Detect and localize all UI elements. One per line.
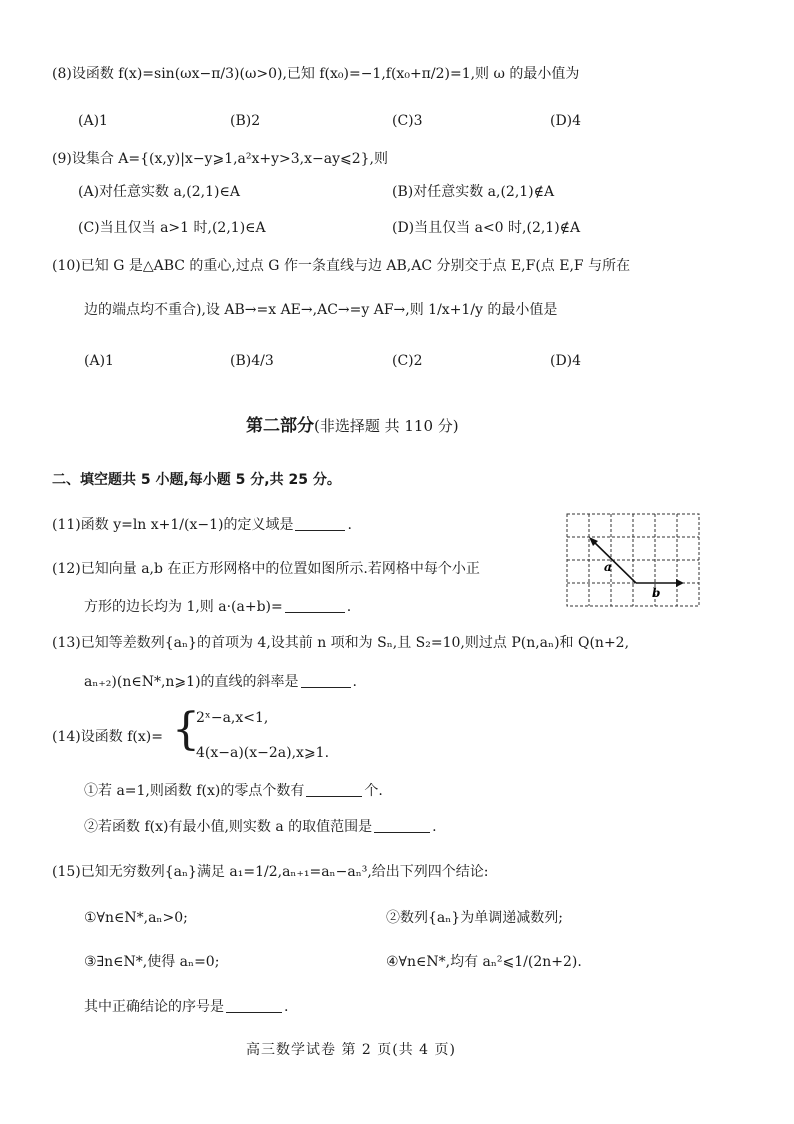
q11-end: . [347, 517, 352, 533]
page-footer: 高三数学试卷 第 2 页(共 4 页) [246, 1042, 456, 1058]
q10-option-d: (D)4 [550, 353, 582, 369]
q9-option-b: (B)对任意实数 a,(2,1)∉A [392, 184, 555, 200]
q13-end: . [352, 674, 357, 690]
q14-sub2-answer-blank[interactable] [374, 818, 430, 833]
q15-conclusion-1: ①∀n∈N*,aₙ>0; [84, 910, 188, 926]
q15-conclusion-2: ②数列{aₙ}为单调递减数列; [386, 910, 563, 926]
q12-answer-blank[interactable] [285, 598, 345, 613]
q10-stem-line2: 边的端点均不重合),设 AB→=x AE→,AC→=y AF→,则 1/x+1/y 的最小值是 [84, 302, 558, 318]
q14-sub2-text: ②若函数 f(x)有最小值,则实数 a 的取值范围是 [84, 819, 373, 835]
q9-option-a: (A)对任意实数 a,(2,1)∈A [78, 184, 240, 200]
q9-stem: (9)设集合 A={(x,y)|x−y⩾1,a²x+y>3,x−ay⩽2},则 [52, 151, 389, 167]
vector-a-label: a [604, 560, 612, 574]
q14-sub1-text: ①若 a=1,则函数 f(x)的零点个数有 [84, 783, 305, 799]
q8-option-b: (B)2 [230, 113, 261, 129]
q13-text: aₙ₊₂)(n∈N*,n⩾1)的直线的斜率是 [84, 674, 299, 690]
part2-subtitle: (非选择题 共 110 分) [314, 417, 459, 435]
grid-lines [567, 514, 699, 606]
section2-header: 二、填空题共 5 小题,每小题 5 分,共 25 分。 [52, 472, 341, 488]
q10-option-b: (B)4/3 [230, 353, 274, 369]
q15-stem: (15)已知无穷数列{aₙ}满足 a₁=1/2,aₙ₊₁=aₙ−aₙ³,给出下列四个结论: [52, 864, 489, 880]
q12-line2 [84, 597, 351, 617]
q15-conclusion-4: ④∀n∈N*,均有 aₙ²⩽1/(2n+2). [386, 954, 582, 970]
q11-text: (11)函数 y=ln x+1/(x−1)的定义域是 [52, 517, 294, 533]
q15-ask [84, 997, 288, 1017]
q12-end: . [346, 599, 352, 615]
part2-title: 第二部分 [246, 416, 314, 436]
q10-option-c: (C)2 [392, 353, 423, 369]
q9-option-c: (C)当且仅当 a>1 时,(2,1)∈A [78, 220, 266, 236]
q14-sub1 [84, 781, 383, 801]
part2-heading [246, 416, 459, 436]
q11-line [52, 515, 352, 535]
q14-sub1-end: 个. [364, 783, 383, 799]
q8-option-a: (A)1 [78, 113, 108, 129]
q8-option-c: (C)3 [392, 113, 423, 129]
q13-answer-blank[interactable] [301, 673, 351, 688]
q14-case2: 4(x−a)(x−2a),x⩾1. [196, 745, 330, 761]
q8-option-d: (D)4 [550, 113, 582, 129]
q14-lead: (14)设函数 f(x)= [52, 729, 163, 745]
q15-ask-text: 其中正确结论的序号是 [84, 999, 224, 1015]
q14-case1: 2ˣ−a,x<1, [196, 710, 269, 726]
q9-option-d: (D)当且仅当 a<0 时,(2,1)∉A [392, 220, 581, 236]
q15-conclusion-3: ③∃n∈N*,使得 aₙ=0; [84, 954, 220, 970]
q15-answer-blank[interactable] [226, 998, 282, 1013]
q11-answer-blank[interactable] [295, 516, 345, 531]
q14-sub2 [84, 817, 437, 837]
q15-ask-end: . [284, 999, 289, 1015]
vector-b-label: b [652, 586, 661, 600]
q8-stem: (8)设函数 f(x)=sin(ωx−π/3)(ω>0),已知 f(x₀)=−1,f(x₀+π/2)=1,则 ω 的最小值为 [52, 66, 580, 82]
q12-vector-grid-figure [566, 513, 706, 609]
q14-sub2-end: . [432, 819, 437, 835]
q13-line1: (13)已知等差数列{aₙ}的首项为 4,设其前 n 项和为 Sₙ,且 S₂=10,则过点 P(n,aₙ)和 Q(n+2, [52, 635, 630, 651]
q13-line2 [84, 672, 357, 692]
q12-text: 方形的边长均为 1,则 a·(a+b)= [84, 599, 283, 615]
q14-brace: { [172, 704, 200, 755]
q12-line1: (12)已知向量 a,b 在正方形网格中的位置如图所示.若网格中每个小正 [52, 561, 480, 577]
q10-stem-line1: (10)已知 G 是△ABC 的重心,过点 G 作一条直线与边 AB,AC 分别交于点 E,F(点 E,F 与所在 [52, 258, 631, 274]
q10-option-a: (A)1 [84, 353, 114, 369]
q14-sub1-answer-blank[interactable] [306, 782, 362, 797]
